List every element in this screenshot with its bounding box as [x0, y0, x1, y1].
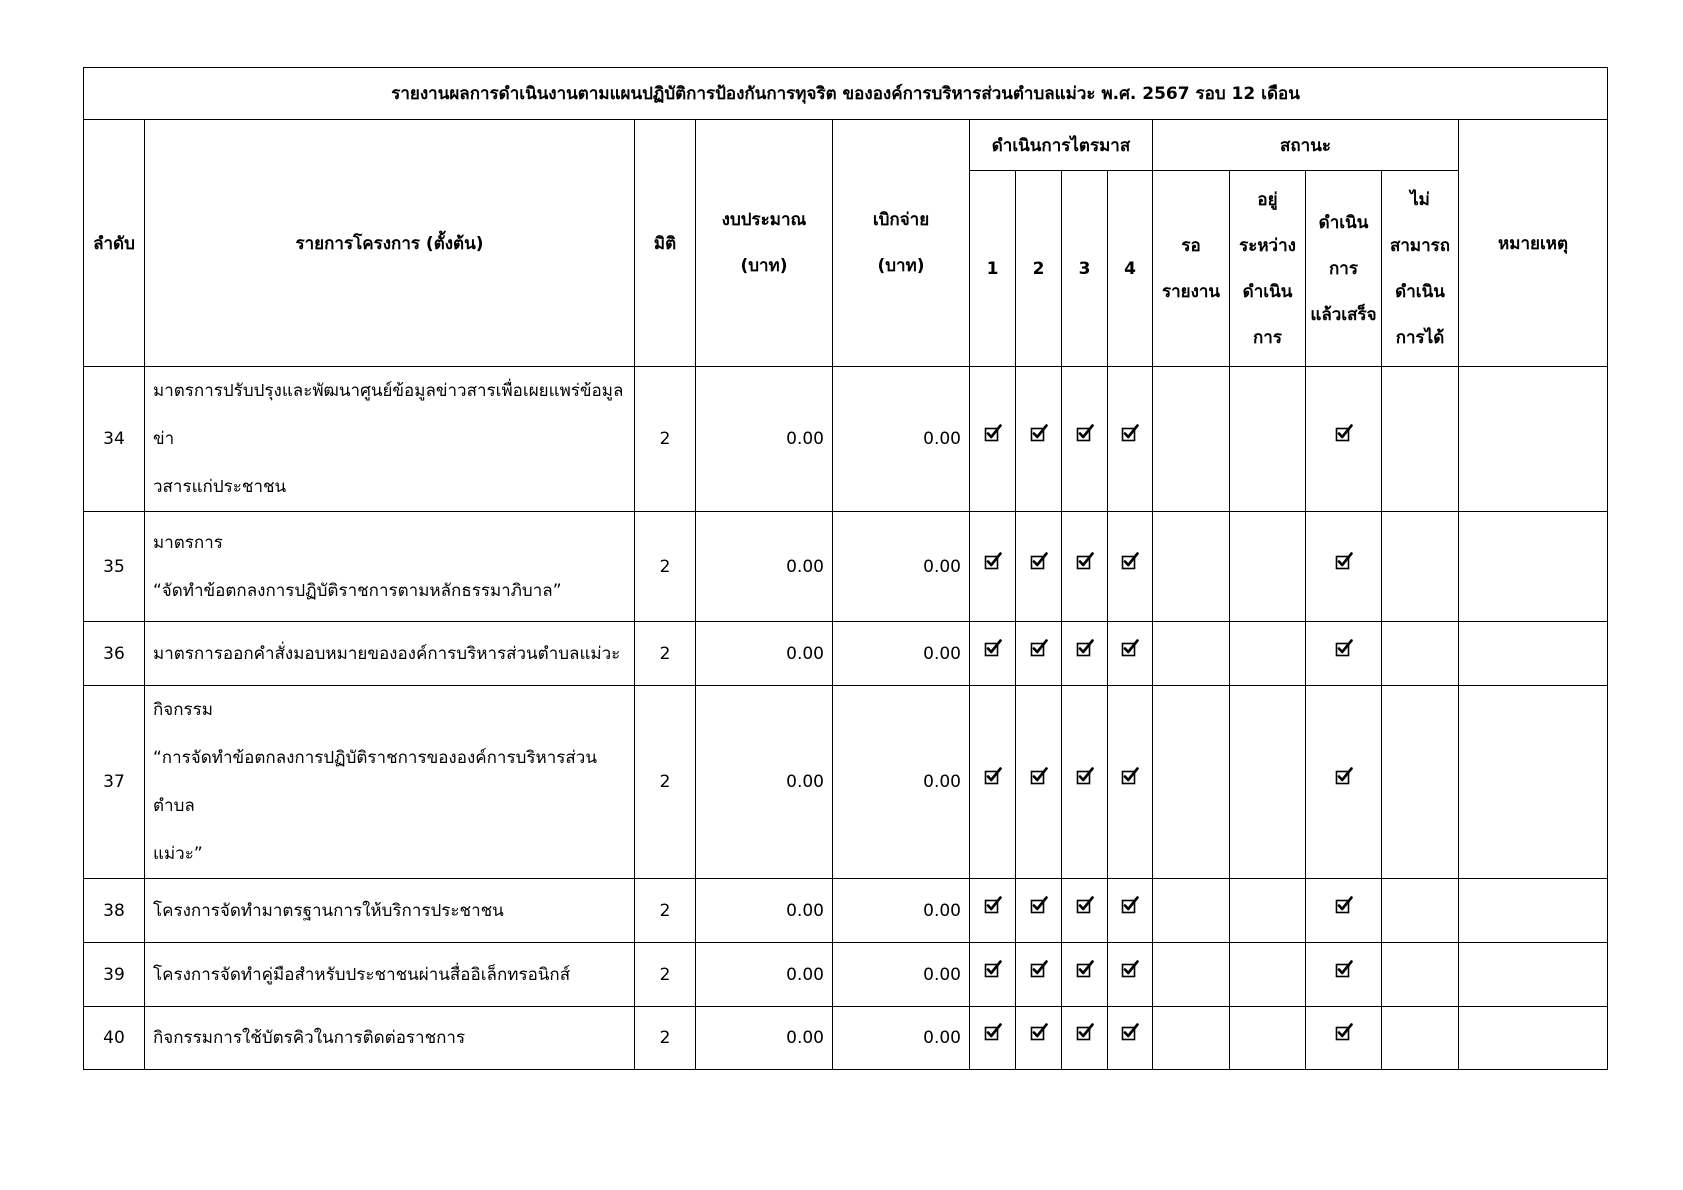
project-name [145, 512, 635, 622]
status-in-progress-line2: ระหว่าง [1239, 235, 1296, 256]
project-name-line: โครงการจัดทำคู่มือสำหรับประชาชนผ่านสื่ออิเล็กทรอนิกส์ [153, 964, 571, 985]
remark-cell [1459, 879, 1608, 943]
status-done-cell [1306, 367, 1382, 512]
status-done-cell [1306, 512, 1382, 622]
table-body [84, 367, 1608, 1070]
status-unable-line4: การได้ [1395, 327, 1445, 348]
status-unable-line3: ดำเนิน [1395, 281, 1445, 302]
checkbox-checked-icon [1121, 639, 1139, 657]
checkbox-checked-icon [1076, 424, 1094, 442]
status-done-line3: แล้วเสร็จ [1310, 304, 1377, 325]
budget-value: 0.00 [696, 622, 833, 686]
quarter-4-cell [1108, 367, 1153, 512]
header-quarter-2: 2 [1016, 171, 1062, 367]
quarter-4-cell [1108, 1007, 1153, 1070]
checkbox-checked-icon [1335, 960, 1353, 978]
checkbox-checked-icon [1121, 960, 1139, 978]
status-unable-line2: สามารถ [1389, 235, 1451, 256]
report-title: รายงานผลการดำเนินงานตามแผนปฏิบัติการป้องกันการทุจริต ขององค์การบริหารส่วนตำบลแม่วะ พ.ศ. 2567 รอบ 12 เดือน [84, 68, 1608, 120]
header-budget-line2: (บาท) [740, 256, 788, 276]
status-unable-cell [1382, 367, 1459, 512]
checkbox-checked-icon [1335, 896, 1353, 914]
row-number: 39 [84, 943, 145, 1007]
status-done-line1: ดำเนิน [1318, 212, 1369, 233]
status-done-cell [1306, 622, 1382, 686]
row-number: 37 [84, 686, 145, 879]
quarter-3-cell [1062, 943, 1108, 1007]
project-name-line: มาตรการ [153, 532, 223, 553]
checkbox-checked-icon [1076, 896, 1094, 914]
budget-value: 0.00 [696, 367, 833, 512]
status-unable-cell [1382, 1007, 1459, 1070]
quarter-2-cell [1016, 879, 1062, 943]
checkbox-checked-icon [984, 424, 1002, 442]
quarter-3-cell [1062, 686, 1108, 879]
status-done-cell [1306, 943, 1382, 1007]
project-name-line: โครงการจัดทำมาตรฐานการให้บริการประชาชน [153, 900, 504, 921]
project-name [145, 1007, 635, 1070]
dimension-value: 2 [635, 367, 696, 512]
checkbox-checked-icon [1335, 767, 1353, 785]
project-name-line: วสารแก่ประชาชน [153, 477, 287, 497]
row-number: 34 [84, 367, 145, 512]
status-pending-cell [1153, 879, 1230, 943]
status-unable-cell [1382, 943, 1459, 1007]
status-pending-cell [1153, 367, 1230, 512]
checkbox-checked-icon [1030, 1023, 1048, 1041]
project-name-line: “จัดทำข้อตกลงการปฏิบัติราชการตามหลักธรรมาภิบาล” [153, 580, 562, 601]
status-in-progress-cell [1230, 512, 1306, 622]
row-number: 40 [84, 1007, 145, 1070]
checkbox-checked-icon [1076, 552, 1094, 570]
checkbox-checked-icon [1121, 767, 1139, 785]
status-in-progress-cell [1230, 943, 1306, 1007]
status-in-progress-line1: อยู่ [1257, 189, 1278, 210]
status-unable-cell [1382, 512, 1459, 622]
checkbox-checked-icon [1030, 896, 1048, 914]
status-in-progress-line4: การ [1253, 327, 1282, 348]
header-status-done [1306, 171, 1382, 367]
checkbox-checked-icon [984, 960, 1002, 978]
checkbox-checked-icon [1076, 960, 1094, 978]
disbursed-value: 0.00 [833, 943, 970, 1007]
checkbox-checked-icon [1076, 1023, 1094, 1041]
dimension-value: 2 [635, 943, 696, 1007]
project-name [145, 367, 635, 512]
status-pending-cell [1153, 686, 1230, 879]
row-number: 36 [84, 622, 145, 686]
project-name [145, 943, 635, 1007]
checkbox-checked-icon [1030, 960, 1048, 978]
quarter-3-cell [1062, 512, 1108, 622]
header-disbursed-line1: เบิกจ่าย [872, 210, 930, 230]
status-in-progress-line3: ดำเนิน [1242, 281, 1293, 302]
header-status-unable [1382, 171, 1459, 367]
checkbox-checked-icon [984, 552, 1002, 570]
project-name [145, 622, 635, 686]
checkbox-checked-icon [984, 767, 1002, 785]
status-unable-cell [1382, 879, 1459, 943]
disbursed-value: 0.00 [833, 622, 970, 686]
status-in-progress-cell [1230, 879, 1306, 943]
header-order: ลำดับ [84, 120, 145, 367]
remark-cell [1459, 367, 1608, 512]
checkbox-checked-icon [1121, 896, 1139, 914]
dimension-value: 2 [635, 879, 696, 943]
checkbox-checked-icon [1030, 767, 1048, 785]
header-quarters-group: ดำเนินการไตรมาส [970, 120, 1153, 171]
table-row [84, 512, 1608, 622]
remark-cell [1459, 622, 1608, 686]
report-table [83, 67, 1608, 1070]
project-name-line: แม่วะ” [153, 844, 203, 864]
quarter-2-cell [1016, 686, 1062, 879]
quarter-2-cell [1016, 622, 1062, 686]
budget-value: 0.00 [696, 943, 833, 1007]
status-done-cell [1306, 879, 1382, 943]
status-in-progress-cell [1230, 622, 1306, 686]
quarter-4-cell [1108, 512, 1153, 622]
status-done-cell [1306, 686, 1382, 879]
checkbox-checked-icon [1335, 1023, 1353, 1041]
header-budget [696, 120, 833, 367]
checkbox-checked-icon [984, 639, 1002, 657]
table-row [84, 622, 1608, 686]
status-in-progress-cell [1230, 367, 1306, 512]
status-done-cell [1306, 1007, 1382, 1070]
disbursed-value: 0.00 [833, 686, 970, 879]
checkbox-checked-icon [1076, 639, 1094, 657]
status-unable-cell [1382, 686, 1459, 879]
quarter-1-cell [970, 879, 1016, 943]
quarter-2-cell [1016, 367, 1062, 512]
status-pending-line2: รายงาน [1161, 281, 1221, 302]
status-pending-line1: รอ [1181, 235, 1201, 256]
checkbox-checked-icon [984, 896, 1002, 914]
status-pending-cell [1153, 512, 1230, 622]
row-number: 38 [84, 879, 145, 943]
budget-value: 0.00 [696, 879, 833, 943]
project-name-line: มาตรการปรับปรุงและพัฒนาศูนย์ข้อมูลข่าวสารเพื่อเผยแพร่ข้อมูลข่า [153, 381, 624, 449]
project-name [145, 879, 635, 943]
checkbox-checked-icon [1121, 552, 1139, 570]
checkbox-checked-icon [1030, 552, 1048, 570]
table-row [84, 1007, 1608, 1070]
table-row [84, 943, 1608, 1007]
checkbox-checked-icon [1335, 424, 1353, 442]
project-name-line: กิจกรรมการใช้บัตรคิวในการติดต่อราชการ [153, 1028, 466, 1048]
header-quarter-4: 4 [1108, 171, 1153, 367]
quarter-4-cell [1108, 943, 1153, 1007]
header-status-pending [1153, 171, 1230, 367]
project-name-line: กิจกรรม [153, 700, 214, 720]
dimension-value: 2 [635, 512, 696, 622]
checkbox-checked-icon [984, 1023, 1002, 1041]
table-row [84, 367, 1608, 512]
quarter-1-cell [970, 686, 1016, 879]
remark-cell [1459, 1007, 1608, 1070]
budget-value: 0.00 [696, 1007, 833, 1070]
header-status-group: สถานะ [1153, 120, 1459, 171]
header-dimension: มิติ [635, 120, 696, 367]
checkbox-checked-icon [1335, 552, 1353, 570]
header-disbursed-line2: (บาท) [877, 256, 925, 276]
checkbox-checked-icon [1076, 767, 1094, 785]
quarter-1-cell [970, 943, 1016, 1007]
quarter-4-cell [1108, 879, 1153, 943]
budget-value: 0.00 [696, 512, 833, 622]
remark-cell [1459, 943, 1608, 1007]
header-budget-line1: งบประมาณ [721, 210, 807, 230]
checkbox-checked-icon [1030, 639, 1048, 657]
checkbox-checked-icon [1121, 1023, 1139, 1041]
disbursed-value: 0.00 [833, 879, 970, 943]
status-pending-cell [1153, 622, 1230, 686]
quarter-2-cell [1016, 943, 1062, 1007]
quarter-3-cell [1062, 622, 1108, 686]
quarter-4-cell [1108, 622, 1153, 686]
project-name-line: มาตรการออกคำสั่งมอบหมายขององค์การบริหารส่วนตำบลแม่วะ [153, 643, 621, 664]
status-in-progress-cell [1230, 1007, 1306, 1070]
checkbox-checked-icon [1335, 639, 1353, 657]
disbursed-value: 0.00 [833, 512, 970, 622]
project-name [145, 686, 635, 879]
checkbox-checked-icon [1121, 424, 1139, 442]
budget-value: 0.00 [696, 686, 833, 879]
header-disbursed [833, 120, 970, 367]
header-project: รายการโครงการ (ตั้งต้น) [145, 120, 635, 367]
header-quarter-1: 1 [970, 171, 1016, 367]
quarter-3-cell [1062, 367, 1108, 512]
quarter-1-cell [970, 1007, 1016, 1070]
dimension-value: 2 [635, 622, 696, 686]
table-row [84, 879, 1608, 943]
dimension-value: 2 [635, 1007, 696, 1070]
quarter-1-cell [970, 622, 1016, 686]
status-unable-cell [1382, 622, 1459, 686]
project-name-line: “การจัดทำข้อตกลงการปฏิบัติราชการขององค์การบริหารส่วนตำบล [153, 748, 597, 816]
remark-cell [1459, 686, 1608, 879]
status-unable-line1: ไม่ [1410, 189, 1430, 210]
row-number: 35 [84, 512, 145, 622]
header-status-in-progress [1230, 171, 1306, 367]
status-done-line2: การ [1329, 258, 1358, 279]
status-in-progress-cell [1230, 686, 1306, 879]
remark-cell [1459, 512, 1608, 622]
status-pending-cell [1153, 943, 1230, 1007]
quarter-1-cell [970, 512, 1016, 622]
checkbox-checked-icon [1030, 424, 1048, 442]
header-remarks: หมายเหตุ [1459, 120, 1608, 367]
quarter-2-cell [1016, 1007, 1062, 1070]
quarter-3-cell [1062, 879, 1108, 943]
table-row [84, 686, 1608, 879]
status-pending-cell [1153, 1007, 1230, 1070]
disbursed-value: 0.00 [833, 1007, 970, 1070]
quarter-3-cell [1062, 1007, 1108, 1070]
quarter-2-cell [1016, 512, 1062, 622]
dimension-value: 2 [635, 686, 696, 879]
disbursed-value: 0.00 [833, 367, 970, 512]
quarter-4-cell [1108, 686, 1153, 879]
header-quarter-3: 3 [1062, 171, 1108, 367]
quarter-1-cell [970, 367, 1016, 512]
